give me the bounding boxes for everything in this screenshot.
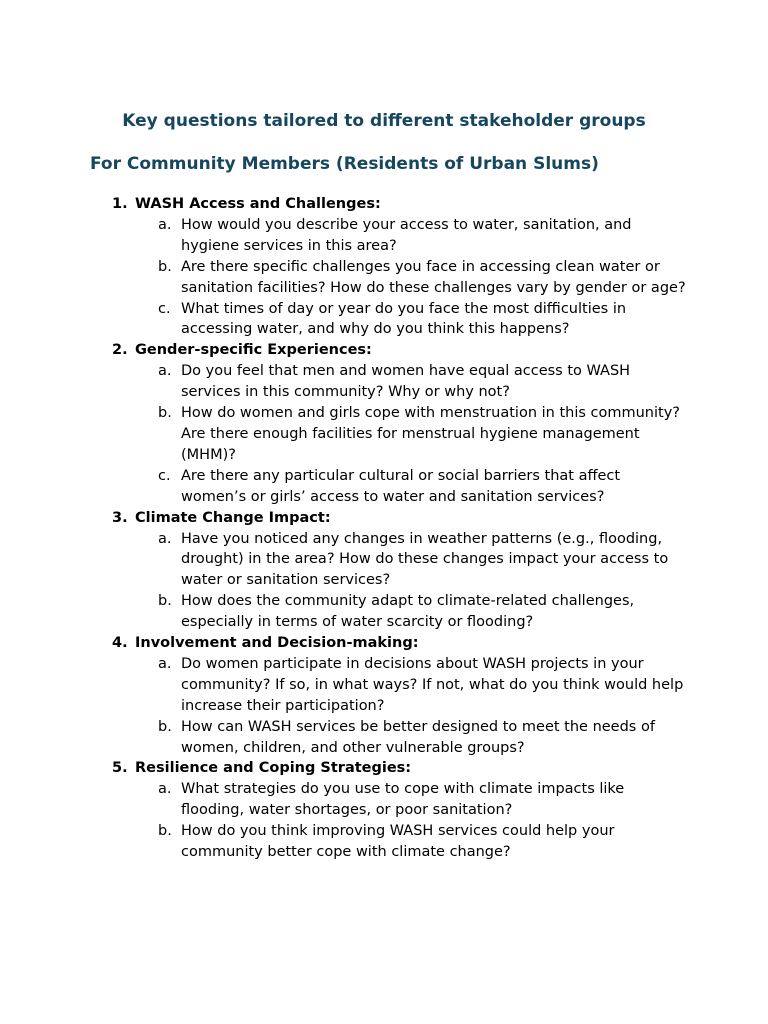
question-list	[112, 194, 692, 863]
topic-item	[112, 194, 692, 340]
sub-question-list	[112, 654, 692, 759]
topic-number: 1.	[112, 196, 128, 212]
topic-number: 3.	[112, 509, 128, 526]
sub-question-list	[112, 361, 692, 507]
question-text: How do you think improving WASH services could help your community better cope with climate change?	[181, 823, 615, 861]
topic-item	[112, 340, 692, 507]
topic-heading	[112, 633, 692, 654]
question-item	[158, 654, 692, 717]
topic-title: Gender-specific Experiences:	[135, 342, 372, 359]
topic-title: WASH Access and Challenges:	[135, 196, 381, 212]
topic-heading	[112, 194, 692, 215]
question-letter: a.	[158, 363, 172, 380]
question-letter: a.	[158, 655, 172, 672]
question-text: How do women and girls cope with menstruation in this community? Are there enough facilities for menstrual hygiene management (MHM)?	[181, 405, 680, 463]
question-item	[158, 361, 692, 403]
sub-question-list	[112, 529, 692, 634]
sub-question-list	[112, 779, 692, 863]
question-letter: b.	[158, 718, 172, 735]
section-heading: For Community Members (Residents of Urban Slums)	[90, 154, 599, 174]
question-text: Do women participate in decisions about WASH projects in your community? If so, in what ways? If not, what do you think would help increase their participation?	[181, 655, 684, 714]
topic-heading	[112, 340, 692, 361]
question-text: What times of day or year do you face the most difficulties in accessing water, and why do you think this happens?	[181, 300, 627, 338]
question-letter: b.	[158, 593, 172, 610]
question-letter: c.	[158, 300, 171, 317]
question-letter: a.	[158, 530, 172, 547]
topic-number: 5.	[112, 760, 128, 777]
topic-heading	[112, 758, 692, 779]
sub-question-list	[112, 215, 692, 340]
topic-heading	[112, 508, 692, 529]
question-letter: a.	[158, 216, 172, 233]
topic-title: Involvement and Decision-making:	[135, 635, 419, 652]
question-text: How would you describe your access to water, sanitation, and hygiene services in this area?	[181, 216, 632, 254]
topic-item	[112, 508, 692, 633]
question-item	[158, 257, 692, 299]
question-item	[158, 821, 692, 863]
question-item	[158, 591, 692, 633]
question-text: Do you feel that men and women have equal access to WASH services in this community? Why or why not?	[181, 363, 631, 401]
topic-number: 4.	[112, 635, 128, 652]
question-text: How does the community adapt to climate-related challenges, especially in terms of water scarcity or flooding?	[181, 593, 635, 631]
question-text: What strategies do you use to cope with climate impacts like flooding, water shortages, or poor sanitation?	[181, 781, 625, 819]
question-letter: b.	[158, 258, 172, 275]
question-item	[158, 299, 692, 341]
question-letter: c.	[158, 467, 171, 484]
question-text: Are there specific challenges you face in accessing clean water or sanitation facilities? How do these challenges vary by gender or age?	[181, 258, 686, 296]
question-letter: b.	[158, 405, 172, 422]
question-item	[158, 403, 692, 466]
topic-title: Resilience and Coping Strategies:	[135, 760, 412, 777]
question-item	[158, 466, 692, 508]
question-item	[158, 529, 692, 592]
question-letter: b.	[158, 823, 172, 840]
topic-title: Climate Change Impact:	[135, 509, 331, 526]
question-text: Have you noticed any changes in weather patterns (e.g., flooding, drought) in the area? How do these changes impact your access to water or sanitation services?	[181, 530, 669, 589]
topic-number: 2.	[112, 342, 128, 359]
topic-item	[112, 758, 692, 863]
question-text: Are there any particular cultural or social barriers that affect women’s or girls’ access to water and sanitation services?	[181, 467, 621, 505]
question-item	[158, 717, 692, 759]
question-letter: a.	[158, 781, 172, 798]
question-item	[158, 215, 692, 257]
question-text: How can WASH services be better designed to meet the needs of women, children, and other vulnerable groups?	[181, 718, 655, 756]
document-title: Key questions tailored to different stakeholder groups	[122, 111, 646, 131]
topic-item	[112, 633, 692, 758]
question-item	[158, 779, 692, 821]
